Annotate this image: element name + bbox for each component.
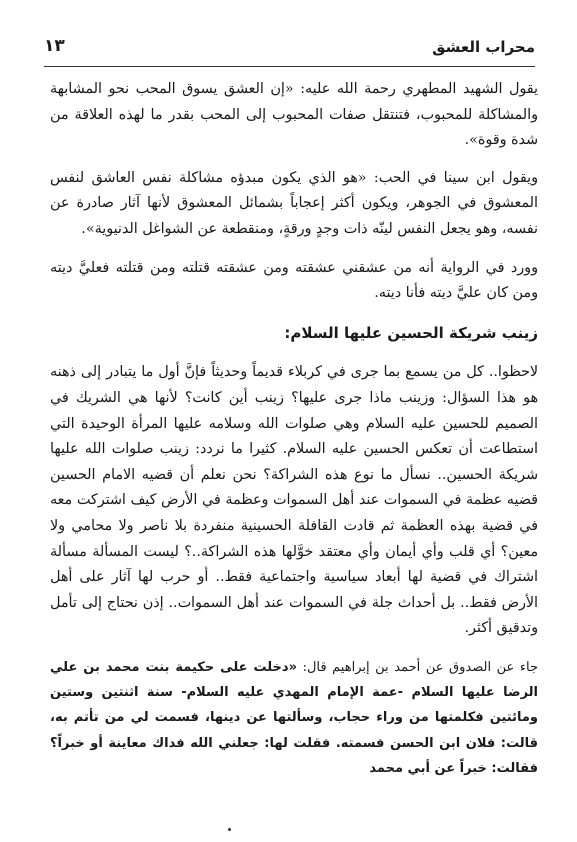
paragraph-mutahhari-quote: يقول الشهيد المطهري رحمة الله عليه: «إن العشق يسوق المحب نحو المشابهة والمشاكلة للمحبوب، فتنتقل صفات المحبوب إلى المحب بقدر ما لهذه العلاقة من شدة وقوة». xyxy=(50,81,538,149)
page-header xyxy=(44,34,535,62)
footer-mark xyxy=(228,828,231,831)
section-heading: زينب شريكة الحسين عليها السلام: xyxy=(284,323,538,342)
running-title: محراب العشق xyxy=(432,38,535,56)
header-divider xyxy=(44,66,535,67)
paragraph-narration: وورد في الرواية أنه من عشقني عشقته ومن عشقته قتلته ومن قتلته فعليَّ ديته ومن كان عليَّ ديته فأنا ديته. xyxy=(50,259,538,302)
narration-intro: جاء عن الصدوق عن أحمد بن إبراهيم قال: xyxy=(297,659,538,675)
paragraph-zaynab-partnership: لاحظوا.. كل من يسمع بما جرى في كربلاء قديماً وحديثاً فإنَّ أول ما يتبادر إلى ذهنه هو هذا السؤال: وزينب ماذا جرى عليها؟ زينب أين كانت؟ لأنها هي الشريك في الصميم للحسين عليه السلام وهي صلوات الله وسلامه عليها المرأة الوحيدة التي استطاعت أن تعكس الحسين عليه السلام. كثيرا ما نردد: زينب صلوات الله عليها شريكة الحسين.. نسأل ما نوع هذه الشراكة؟ نحن نعلم أن قضيه الامام الحسين قضيه عظمة في السموات عند أهل السموات وعظمة في الأرض كيف اشتركت معه في قضية بهذه العظمة ثم قادت القافلة الحسينية منفردة بلا ناصر ولا محامي ولا معين؟ أي قلب وأي أيمان وأي معتقد خوَّلها هذه الشراكة..؟ ليست المسألة مسألة اشتراك في قضية لها أبعاد سياسية واجتماعية فقط.. أو حرب لها آثار على أهل الأرض فقط.. بل أحداث جلة في السموات عند أهل السموات.. إذن نحتاج إلى تأمل وتدقيق أكثر. xyxy=(50,364,538,637)
page-body xyxy=(50,74,538,781)
paragraph-ibn-sina-quote: ويقول ابن سينا في الحب: «هو الذي يكون مبدؤه مشاكلة نفس العاشق لنفس المعشوق في الجوهر، ويكون أكثر إعجاباً بشمائل المعشوق لأنها آثار صادرة عن نفسه، وهو يجعل النفس لينّه ذات وجدٍ ورقةٍ، ومنقطعة عن الشواغل الدنيوية». xyxy=(50,169,538,237)
page-number: ١٣ xyxy=(44,36,65,56)
narration-quote: «دخلت على حكيمة بنت محمد بن علي الرضا عليها السلام -عمة الإمام المهدي عليه السلام- سنة اثنتين وستين ومائتين فكلمتها من وراء حجاب، وسألتها عن دينها، فسمت لي من تأتم به، قالت: فلان ابن الحسن فسمته. فقلت لها: جعلني الله فداك معاينة أو خبراً؟ فقالت: خبراً عن أبي محمد xyxy=(50,659,538,777)
paragraph-saduq-narration xyxy=(50,655,538,781)
